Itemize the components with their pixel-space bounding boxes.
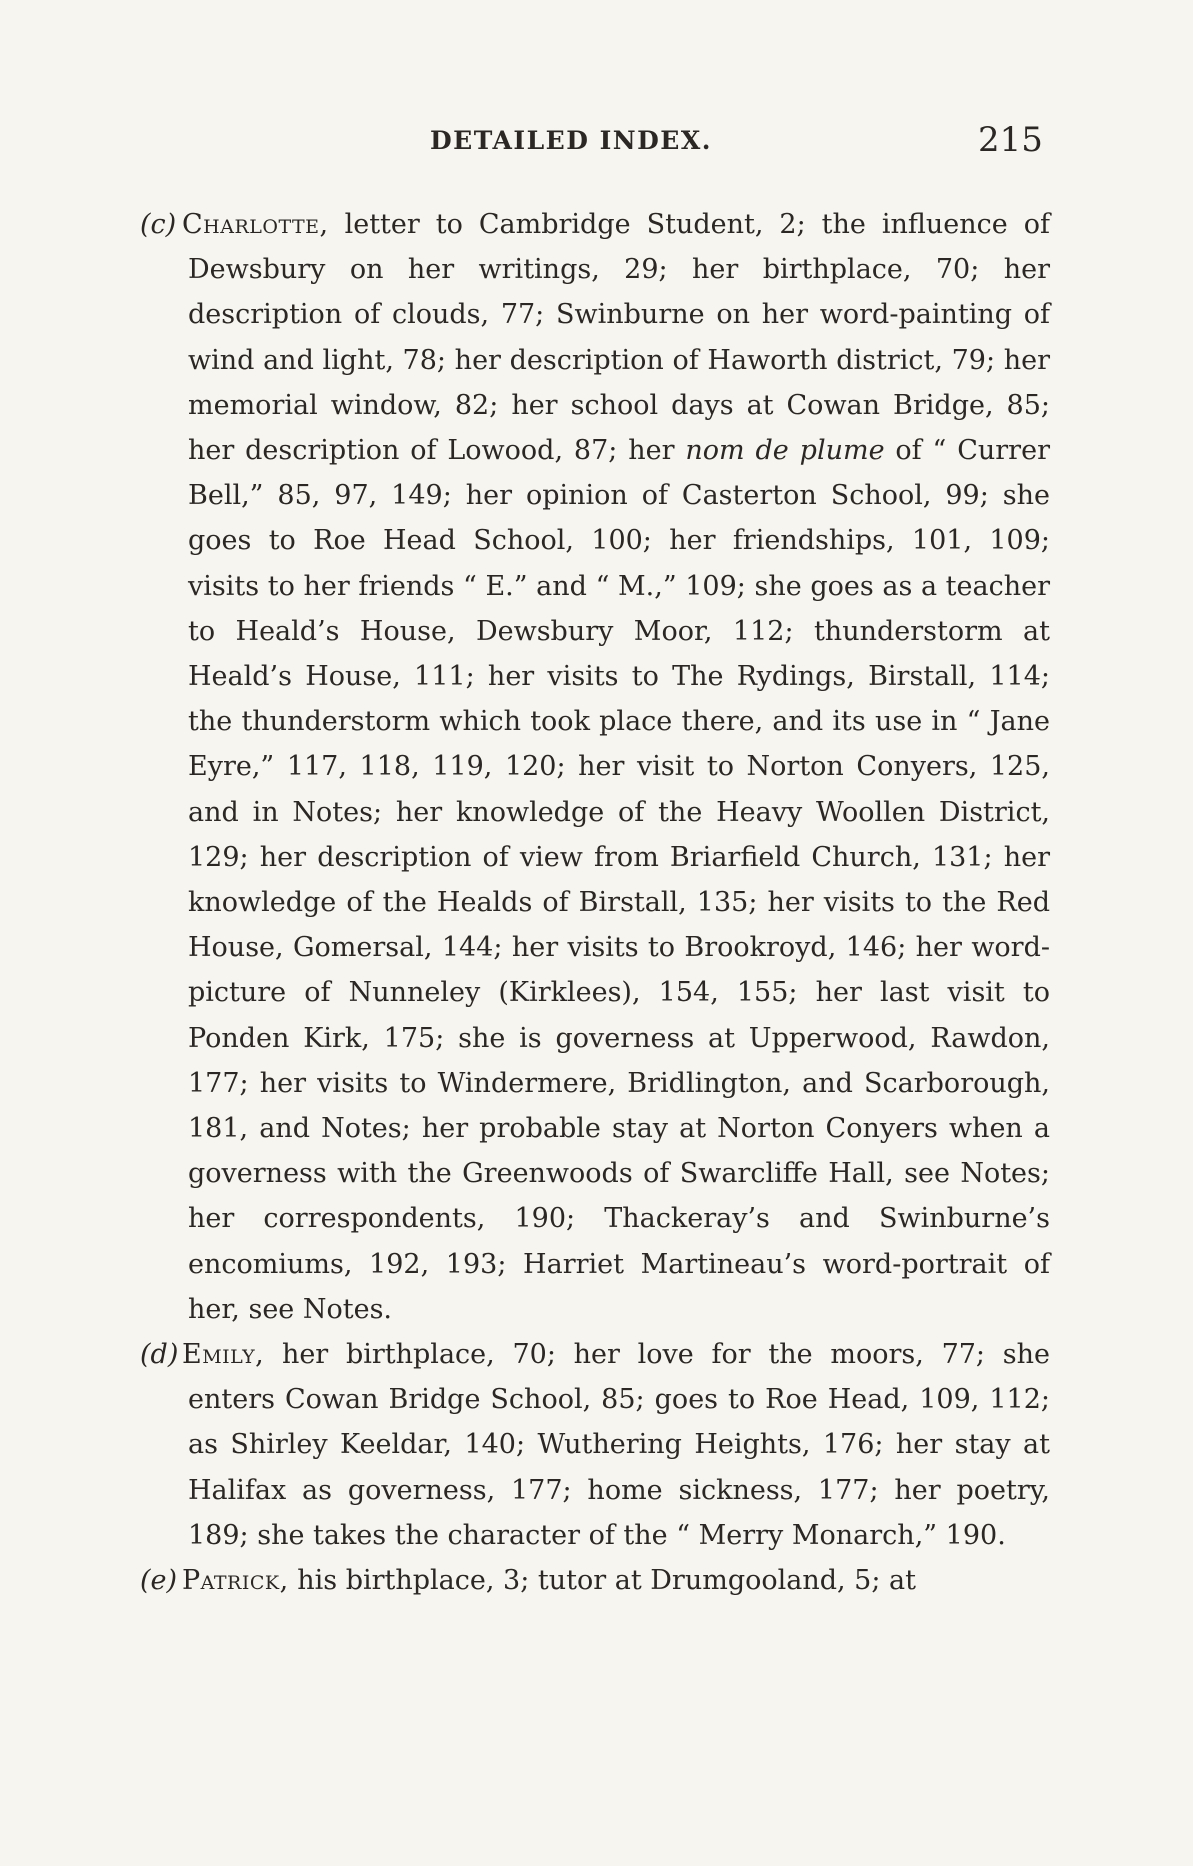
entry-name: Patrick,	[182, 1565, 289, 1597]
entry-name: Charlotte,	[182, 209, 329, 240]
entry-marker: (c)	[140, 209, 177, 240]
entry-text: her birthplace, 70; her love for the moors, 77; she enters Cowan Bridge School, 85; goes to Roe Head, 109, 112; as Shirley Keeldar, 140; Wuthering Heights, 176; her stay at Halifax as governess, 177; home sickness, 177; her poetry, 189; she takes the character of the “ Merry Monarch,” 190.	[188, 1339, 1050, 1551]
entry-marker: (d)	[140, 1339, 179, 1371]
index-entry-emily	[140, 1332, 1050, 1558]
page-number: 215	[978, 120, 1043, 160]
entry-text: his birthplace, 3; tutor at Drumgooland, 5; at	[288, 1565, 916, 1597]
running-head: DETAILED INDEX.	[430, 126, 712, 155]
entry-italic-text: nom de plume	[685, 435, 885, 467]
index-entry-patrick	[140, 1558, 1050, 1603]
entry-name: Emily,	[182, 1339, 265, 1371]
entry-text: letter to Cambridge Student, 2; the influence of Dewsbury on her writings, 29; her birthplace, 70; her description of clouds, 77; Swinburne on her word-painting of wind and light, 78; her description of Haworth district, 79; her memorial window, 82; her school days at Cowan Bridge, 85; her description of Lowood, 87; her	[188, 209, 1050, 467]
index-content	[140, 202, 1050, 1603]
index-entry-charlotte	[140, 202, 1050, 1332]
entry-marker: (e)	[140, 1565, 178, 1597]
entry-text-continued: of “ Currer Bell,” 85, 97, 149; her opinion of Casterton School, 99; she goes to Roe Head School, 100; her friendships, 101, 109; visits to her friends “ E.” and “ M.,” 109; she goes as a teacher to Heald’s House, Dewsbury Moor, 112; thunderstorm at Heald’s House, 111; her visits to The Rydings, Birstall, 114; the thunderstorm which took place there, and its use in “ Jane Eyre,” 117, 118, 119, 120; her visit to Norton Conyers, 125, and in Notes; her knowledge of the Heavy Woollen District, 129; her description of view from Briarfield Church, 131; her knowledge of the Healds of Birstall, 135; her visits to the Red House, Gomersal, 144; her visits to Brookroyd, 146; her word-picture of Nunneley (Kirklees), 154, 155; her last visit to Ponden Kirk, 175; she is governess at Upperwood, Rawdon, 177; her visits to Windermere, Bridlington, and Scarborough, 181, and Notes; her probable stay at Norton Conyers when a governess with the Greenwoods of Swarcliffe Hall, see Notes; her correspondents, 190; Thackeray’s and Swinburne’s encomiums, 192, 193; Harriet Martineau’s word-portrait of her, see Notes.	[188, 435, 1050, 1325]
